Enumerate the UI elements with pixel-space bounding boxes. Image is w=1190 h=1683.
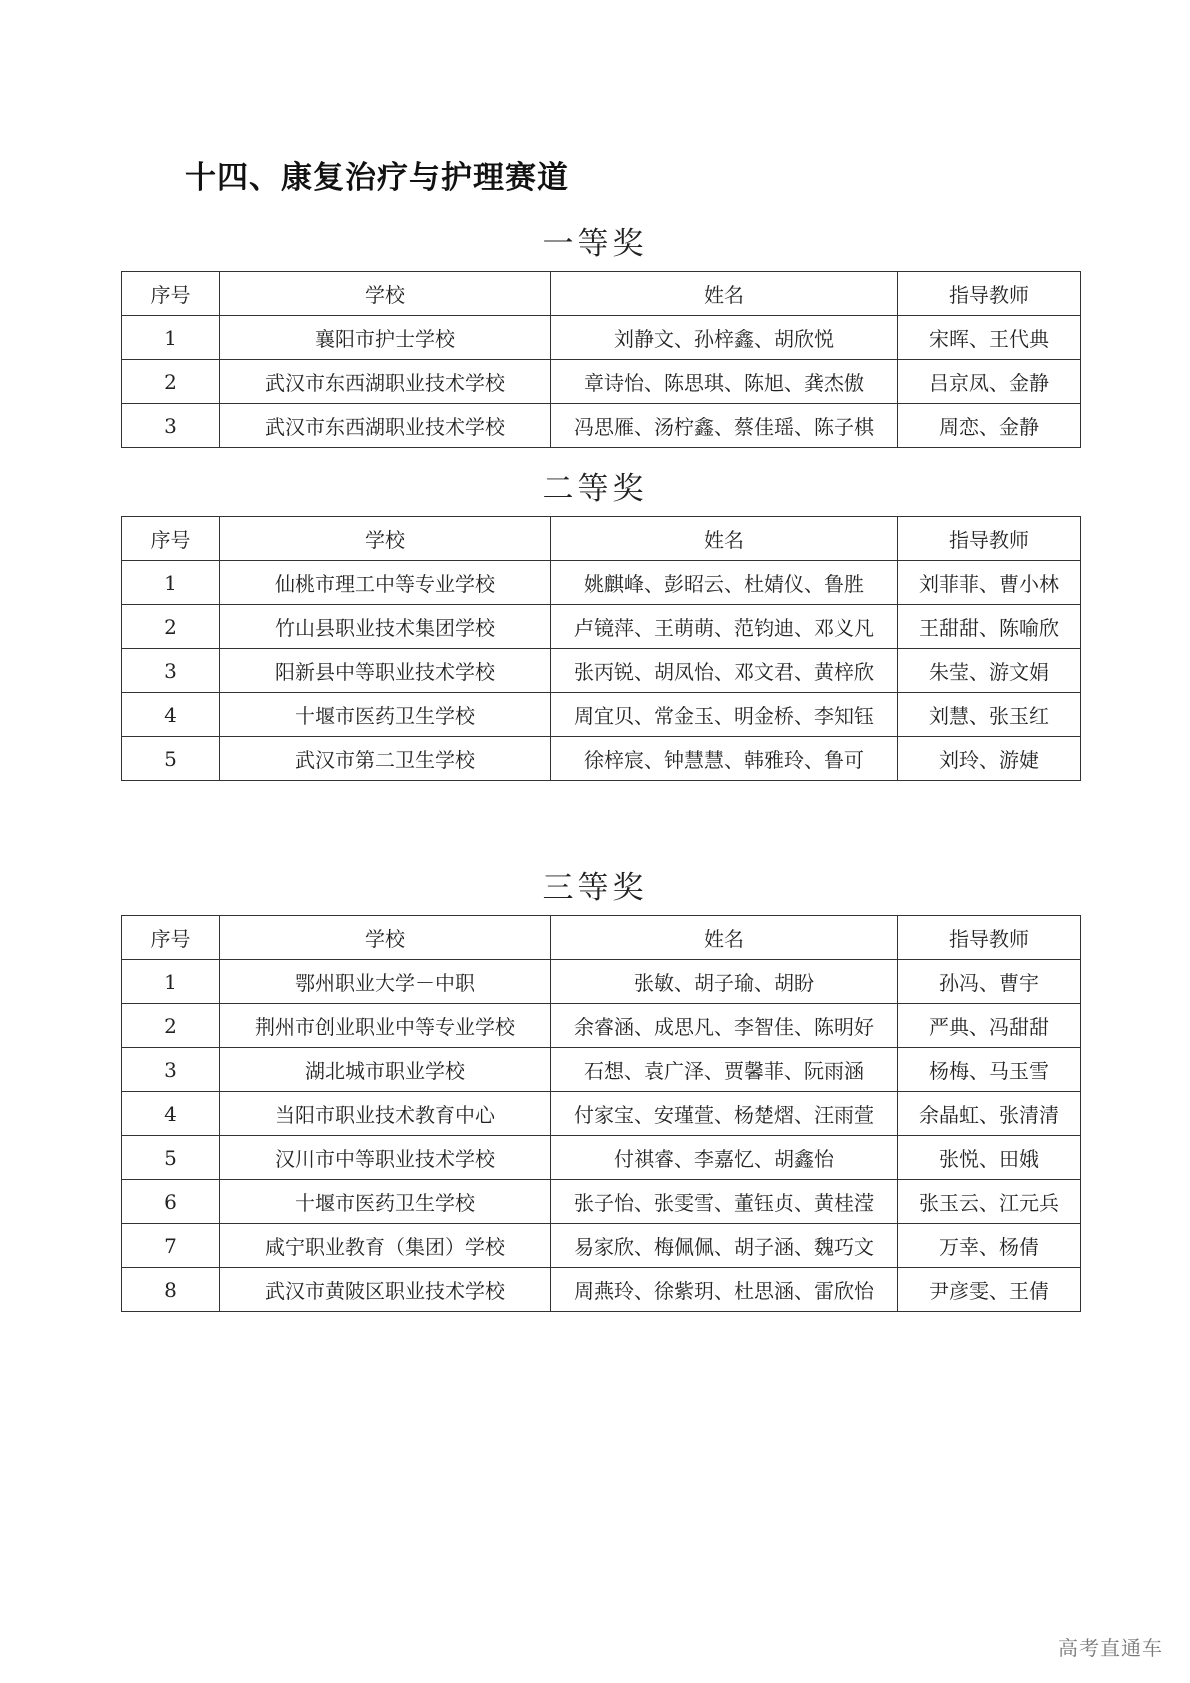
column-header-school: 学校 [220,272,551,316]
table-row [122,737,1081,781]
cell-school: 武汉市第二卫生学校 [220,737,551,781]
cell-no: 1 [122,960,220,1004]
cell-names: 周燕玲、徐紫玥、杜思涵、雷欣怡 [551,1268,898,1312]
cell-school: 鄂州职业大学－中职 [220,960,551,1004]
table-row [122,316,1081,360]
cell-no: 3 [122,1048,220,1092]
column-header-no: 序号 [122,517,220,561]
cell-names: 周宜贝、常金玉、明金桥、李知钰 [551,693,898,737]
column-header-school: 学校 [220,517,551,561]
cell-no: 3 [122,649,220,693]
column-header-teacher: 指导教师 [898,916,1081,960]
table-row [122,1048,1081,1092]
third-prize-table [121,915,1081,1312]
table-row [122,561,1081,605]
cell-teacher: 张悦、田娥 [898,1136,1081,1180]
cell-names: 姚麒峰、彭昭云、杜婧仪、鲁胜 [551,561,898,605]
table-row [122,1180,1081,1224]
table-row [122,1092,1081,1136]
cell-teacher: 刘玲、游婕 [898,737,1081,781]
column-header-teacher: 指导教师 [898,517,1081,561]
cell-names: 张敏、胡子瑜、胡盼 [551,960,898,1004]
cell-names: 余睿涵、成思凡、李智佳、陈明好 [551,1004,898,1048]
cell-names: 张丙锐、胡凤怡、邓文君、黄梓欣 [551,649,898,693]
column-header-names: 姓名 [551,916,898,960]
column-header-no: 序号 [122,916,220,960]
cell-no: 4 [122,693,220,737]
award-heading-third: 三等奖 [542,870,648,906]
table-row [122,1268,1081,1312]
cell-teacher: 严典、冯甜甜 [898,1004,1081,1048]
cell-school: 襄阳市护士学校 [220,316,551,360]
watermark: 高考直通车 [1058,1636,1163,1660]
cell-no: 5 [122,737,220,781]
cell-names: 张子怡、张雯雪、董钰贞、黄桂滢 [551,1180,898,1224]
column-header-names: 姓名 [551,272,898,316]
cell-school: 十堰市医药卫生学校 [220,1180,551,1224]
cell-school: 十堰市医药卫生学校 [220,693,551,737]
cell-no: 6 [122,1180,220,1224]
section-title: 十四、康复治疗与护理赛道 [185,160,569,196]
column-header-no: 序号 [122,272,220,316]
cell-names: 卢镜萍、王萌萌、范钧迪、邓义凡 [551,605,898,649]
cell-names: 付祺睿、李嘉忆、胡鑫怡 [551,1136,898,1180]
cell-teacher: 朱莹、游文娟 [898,649,1081,693]
cell-names: 刘静文、孙梓鑫、胡欣悦 [551,316,898,360]
cell-teacher: 尹彦雯、王倩 [898,1268,1081,1312]
cell-school: 竹山县职业技术集团学校 [220,605,551,649]
cell-teacher: 余晶虹、张清清 [898,1092,1081,1136]
cell-school: 阳新县中等职业技术学校 [220,649,551,693]
table-header-row [122,916,1081,960]
table-row [122,1004,1081,1048]
award-heading-first: 一等奖 [542,226,648,262]
column-header-names: 姓名 [551,517,898,561]
cell-teacher: 宋晖、王代典 [898,316,1081,360]
table-row [122,1136,1081,1180]
cell-no: 2 [122,1004,220,1048]
cell-no: 1 [122,316,220,360]
cell-names: 章诗怡、陈思琪、陈旭、龚杰傲 [551,360,898,404]
table-row [122,360,1081,404]
cell-no: 2 [122,605,220,649]
cell-school: 荆州市创业职业中等专业学校 [220,1004,551,1048]
cell-school: 武汉市东西湖职业技术学校 [220,360,551,404]
cell-school: 当阳市职业技术教育中心 [220,1092,551,1136]
cell-names: 付家宝、安瑾萱、杨楚熠、汪雨萱 [551,1092,898,1136]
first-prize-table [121,271,1081,448]
table-row [122,404,1081,448]
cell-school: 武汉市东西湖职业技术学校 [220,404,551,448]
table-row [122,649,1081,693]
cell-school: 汉川市中等职业技术学校 [220,1136,551,1180]
table-row [122,605,1081,649]
table-row [122,1224,1081,1268]
cell-no: 1 [122,561,220,605]
cell-teacher: 万幸、杨倩 [898,1224,1081,1268]
cell-teacher: 刘慧、张玉红 [898,693,1081,737]
cell-names: 易家欣、梅佩佩、胡子涵、魏巧文 [551,1224,898,1268]
table-row [122,960,1081,1004]
cell-teacher: 杨梅、马玉雪 [898,1048,1081,1092]
table-header-row [122,272,1081,316]
cell-teacher: 刘菲菲、曹小林 [898,561,1081,605]
cell-no: 5 [122,1136,220,1180]
cell-no: 3 [122,404,220,448]
cell-names: 石想、袁广泽、贾馨菲、阮雨涵 [551,1048,898,1092]
cell-names: 徐梓宸、钟慧慧、韩雅玲、鲁可 [551,737,898,781]
cell-teacher: 王甜甜、陈喻欣 [898,605,1081,649]
cell-names: 冯思雁、汤柠鑫、蔡佳瑶、陈子棋 [551,404,898,448]
cell-no: 7 [122,1224,220,1268]
cell-no: 2 [122,360,220,404]
cell-no: 4 [122,1092,220,1136]
cell-teacher: 张玉云、江元兵 [898,1180,1081,1224]
table-header-row [122,517,1081,561]
cell-school: 武汉市黄陂区职业技术学校 [220,1268,551,1312]
cell-no: 8 [122,1268,220,1312]
award-heading-second: 二等奖 [542,471,648,507]
cell-teacher: 孙冯、曹宇 [898,960,1081,1004]
second-prize-table [121,516,1081,781]
column-header-teacher: 指导教师 [898,272,1081,316]
cell-school: 仙桃市理工中等专业学校 [220,561,551,605]
cell-school: 湖北城市职业学校 [220,1048,551,1092]
cell-teacher: 吕京凤、金静 [898,360,1081,404]
cell-school: 咸宁职业教育（集团）学校 [220,1224,551,1268]
table-row [122,693,1081,737]
column-header-school: 学校 [220,916,551,960]
cell-teacher: 周恋、金静 [898,404,1081,448]
